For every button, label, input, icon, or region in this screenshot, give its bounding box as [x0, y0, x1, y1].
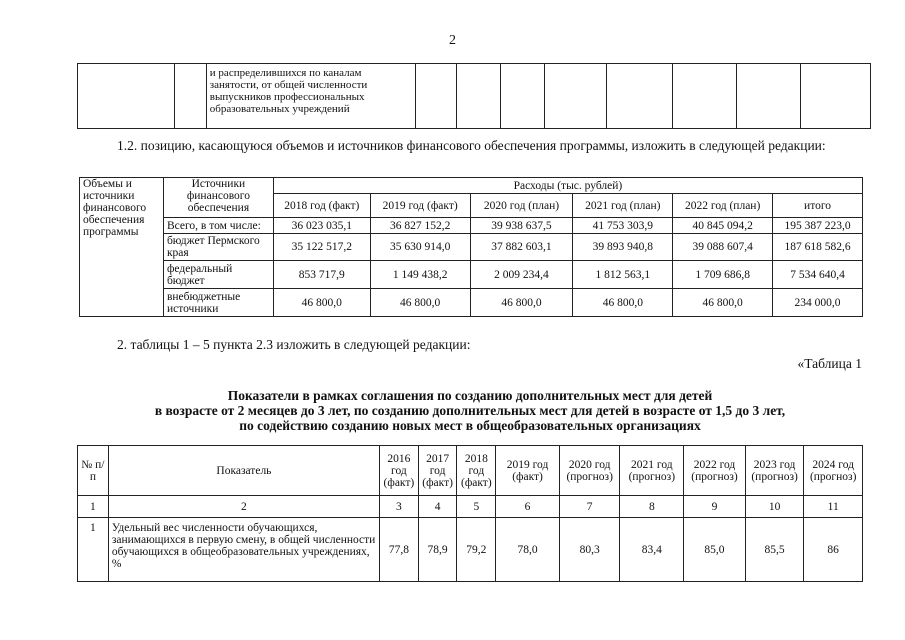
table-row: [80, 289, 863, 317]
year-header: 2019 год (факт): [370, 194, 470, 218]
value-cell: 46 800,0: [470, 289, 573, 317]
column-number: 2: [108, 496, 379, 518]
column-number: 6: [496, 496, 560, 518]
value-cell: 1 812 563,1: [573, 261, 673, 289]
empty-cell: [501, 64, 545, 129]
value-cell: 36 827 152,2: [370, 218, 470, 234]
year-header: 2016 год (факт): [380, 446, 419, 496]
table-reference: «Таблица 1: [797, 356, 862, 371]
empty-cell: [174, 64, 206, 129]
column-number: 4: [418, 496, 457, 518]
value-cell: 41 753 303,9: [573, 218, 673, 234]
year-header: 2019 год (факт): [496, 446, 560, 496]
value-cell: 85,0: [684, 518, 746, 582]
row-label: внебюджетные источники: [163, 289, 273, 317]
column-number: 7: [559, 496, 620, 518]
value-cell: 36 023 035,1: [273, 218, 370, 234]
empty-cell: [673, 64, 737, 129]
table-row: [80, 234, 863, 261]
value-cell: 46 800,0: [370, 289, 470, 317]
column-number: 3: [380, 496, 419, 518]
value-cell: 46 800,0: [573, 289, 673, 317]
indicators-table: [77, 445, 863, 582]
heading-line-1: Показатели в рамках соглашения по созданию дополнительных мест для детей: [227, 388, 713, 403]
column-number: 10: [745, 496, 804, 518]
table-heading: [77, 388, 863, 433]
column-number: 1: [78, 496, 109, 518]
empty-cell: [456, 64, 501, 129]
value-cell: 7 534 640,4: [773, 261, 863, 289]
volumes-header: Объемы и источники финансового обеспечения программы: [80, 178, 164, 317]
year-header: 2020 год (прогноз): [559, 446, 620, 496]
value-cell: 83,4: [620, 518, 684, 582]
page-number: 2: [449, 33, 456, 48]
value-cell: 78,9: [418, 518, 457, 582]
value-cell: 39 893 940,8: [573, 234, 673, 261]
value-cell: 1 149 438,2: [370, 261, 470, 289]
empty-cell: [415, 64, 456, 129]
empty-cell: [78, 64, 175, 129]
column-number: 9: [684, 496, 746, 518]
year-header: 2018 год (факт): [457, 446, 496, 496]
paragraph-1-2: 1.2. позицию, касающуюся объемов и источников финансового обеспечения программы, изложить в следующей редакции:: [117, 138, 826, 153]
value-cell: 37 882 603,1: [470, 234, 573, 261]
year-header: 2021 год (план): [573, 194, 673, 218]
year-header: 2022 год (план): [673, 194, 773, 218]
finance-table: [79, 177, 863, 317]
empty-cell: [737, 64, 801, 129]
column-number: 5: [457, 496, 496, 518]
year-header: 2021 год (прогноз): [620, 446, 684, 496]
empty-cell: [545, 64, 607, 129]
value-cell: 39 088 607,4: [673, 234, 773, 261]
table-row: [78, 518, 863, 582]
table-row: [80, 218, 863, 234]
empty-cell: [607, 64, 673, 129]
value-cell: 86: [804, 518, 863, 582]
total-header: итого: [773, 194, 863, 218]
heading-line-2: в возрасте от 2 месяцев до 3 лет, по созданию дополнительных мест для детей в возрасте от 1,5 до 3 лет,: [154, 403, 786, 418]
column-number: 8: [620, 496, 684, 518]
value-cell: 79,2: [457, 518, 496, 582]
value-cell: 2 009 234,4: [470, 261, 573, 289]
year-header: 2017 год (факт): [418, 446, 457, 496]
column-numbers-row: [78, 496, 863, 518]
value-cell: 195 387 223,0: [773, 218, 863, 234]
year-header: 2022 год (прогноз): [684, 446, 746, 496]
value-cell: 187 618 582,6: [773, 234, 863, 261]
expenses-header: Расходы (тыс. рублей): [273, 178, 862, 194]
num-header: № п/п: [78, 446, 109, 496]
indicator-header: Показатель: [108, 446, 379, 496]
empty-cell: [801, 64, 871, 129]
value-cell: 40 845 094,2: [673, 218, 773, 234]
value-cell: 35 122 517,2: [273, 234, 370, 261]
value-cell: 80,3: [559, 518, 620, 582]
value-cell: 234 000,0: [773, 289, 863, 317]
heading-line-3: по содействию созданию новых мест в общеобразовательных организациях: [239, 418, 701, 433]
value-cell: 35 630 914,0: [370, 234, 470, 261]
indicator-text: Удельный вес численности обучающихся, занимающихся в первую смену, в общей численности обучающихся в общеобразовательных учреждениях, %: [108, 518, 379, 582]
value-cell: 853 717,9: [273, 261, 370, 289]
value-cell: 46 800,0: [673, 289, 773, 317]
row-number: 1: [78, 518, 109, 582]
column-number: 11: [804, 496, 863, 518]
year-header: 2018 год (факт): [273, 194, 370, 218]
continuation-text: и распределившихся по каналам занятости, от общей численности выпускников профессиональных образовательных учреждений: [206, 64, 415, 129]
row-label: Всего, в том числе:: [163, 218, 273, 234]
table-row: [80, 261, 863, 289]
sources-header: Источники финансового обеспечения: [163, 178, 273, 218]
year-header: 2024 год (прогноз): [804, 446, 863, 496]
value-cell: 78,0: [496, 518, 560, 582]
paragraph-2: 2. таблицы 1 – 5 пункта 2.3 изложить в следующей редакции:: [117, 337, 471, 352]
value-cell: 39 938 637,5: [470, 218, 573, 234]
row-label: федеральный бюджет: [163, 261, 273, 289]
value-cell: 1 709 686,8: [673, 261, 773, 289]
value-cell: 46 800,0: [273, 289, 370, 317]
year-header: 2020 год (план): [470, 194, 573, 218]
row-label: бюджет Пермского края: [163, 234, 273, 261]
value-cell: 77,8: [380, 518, 419, 582]
continuation-table: [77, 63, 871, 129]
year-header: 2023 год (прогноз): [745, 446, 804, 496]
value-cell: 85,5: [745, 518, 804, 582]
